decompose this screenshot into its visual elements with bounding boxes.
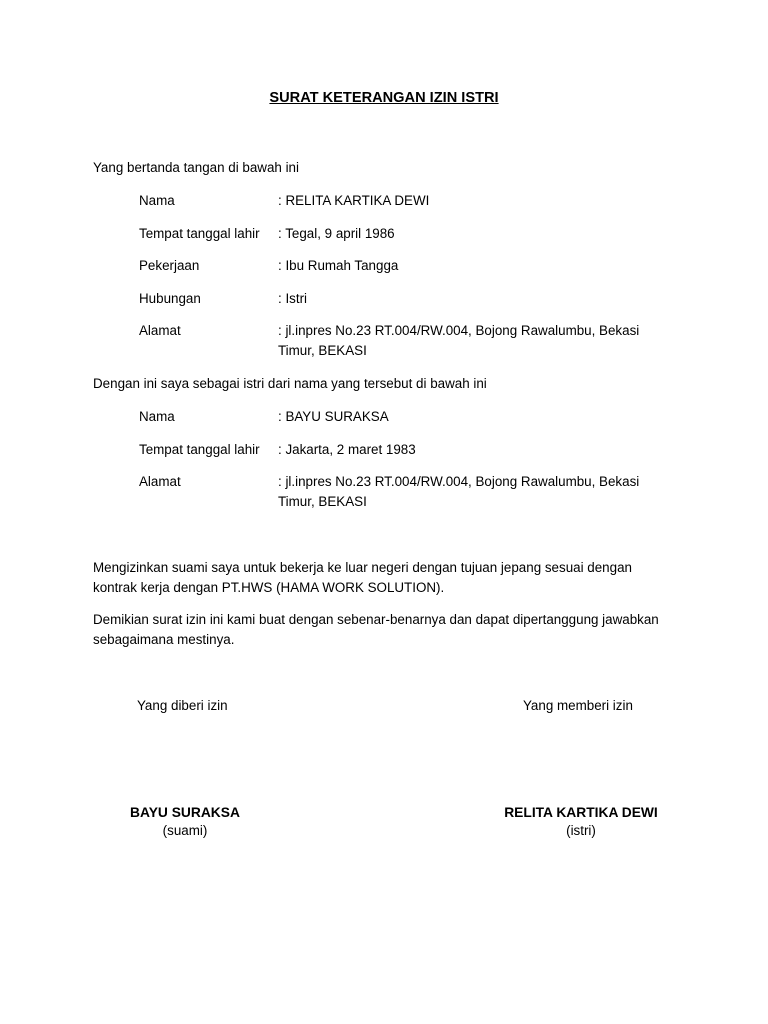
wife-name-label: Nama [139, 193, 175, 208]
closing-paragraph: Demikian surat izin ini kami buat dengan sebenar-benarnya dan dapat dipertanggung jawabkan sebagaimana mestinya. [93, 612, 659, 647]
intro-text: Yang bertanda tangan di bawah ini [93, 160, 299, 175]
husband-address-label: Alamat [139, 474, 181, 489]
wife-job-value: : Ibu Rumah Tangga [278, 258, 399, 273]
right-signer-role: (istri) [566, 823, 596, 838]
wife-relation-label: Hubungan [139, 291, 201, 306]
right-signer-name: RELITA KARTIKA DEWI [504, 805, 658, 820]
wife-job-label: Pekerjaan [139, 258, 200, 273]
wife-birth-label: Tempat tanggal lahir [139, 226, 260, 241]
left-signer-role: (suami) [162, 823, 208, 838]
husband-birth-value: : Jakarta, 2 maret 1983 [278, 442, 416, 457]
wife-name-value: : RELITA KARTIKA DEWI [278, 193, 430, 208]
left-signature-label: Yang diberi izin [137, 698, 228, 713]
left-signature-block [95, 803, 275, 841]
wife-relation-value: : Istri [278, 291, 308, 306]
wife-address-value: : jl.inpres No.23 RT.004/RW.004, Bojong Rawalumbu, Bekasi Timur, BEKASI [278, 323, 640, 358]
husband-address-value: : jl.inpres No.23 RT.004/RW.004, Bojong Rawalumbu, Bekasi Timur, BEKASI [278, 474, 640, 509]
permission-paragraph: Mengizinkan suami saya untuk bekerja ke luar negeri dengan tujuan jepang sesuai dengan kontrak kerja dengan PT.HWS (HAMA WORK SOLUTION). [93, 560, 632, 595]
husband-birth-label: Tempat tanggal lahir [139, 442, 260, 457]
wife-address-label: Alamat [139, 323, 181, 338]
husband-name-label: Nama [139, 409, 175, 424]
right-signature-block [481, 803, 681, 841]
second-intro-text: Dengan ini saya sebagai istri dari nama yang tersebut di bawah ini [93, 376, 487, 391]
right-signature-label: Yang memberi izin [523, 698, 633, 713]
document-title: SURAT KETERANGAN IZIN ISTRI [269, 90, 499, 106]
wife-birth-value: : Tegal, 9 april 1986 [278, 226, 395, 241]
left-signer-name: BAYU SURAKSA [130, 805, 240, 820]
husband-name-value: : BAYU SURAKSA [278, 409, 389, 424]
